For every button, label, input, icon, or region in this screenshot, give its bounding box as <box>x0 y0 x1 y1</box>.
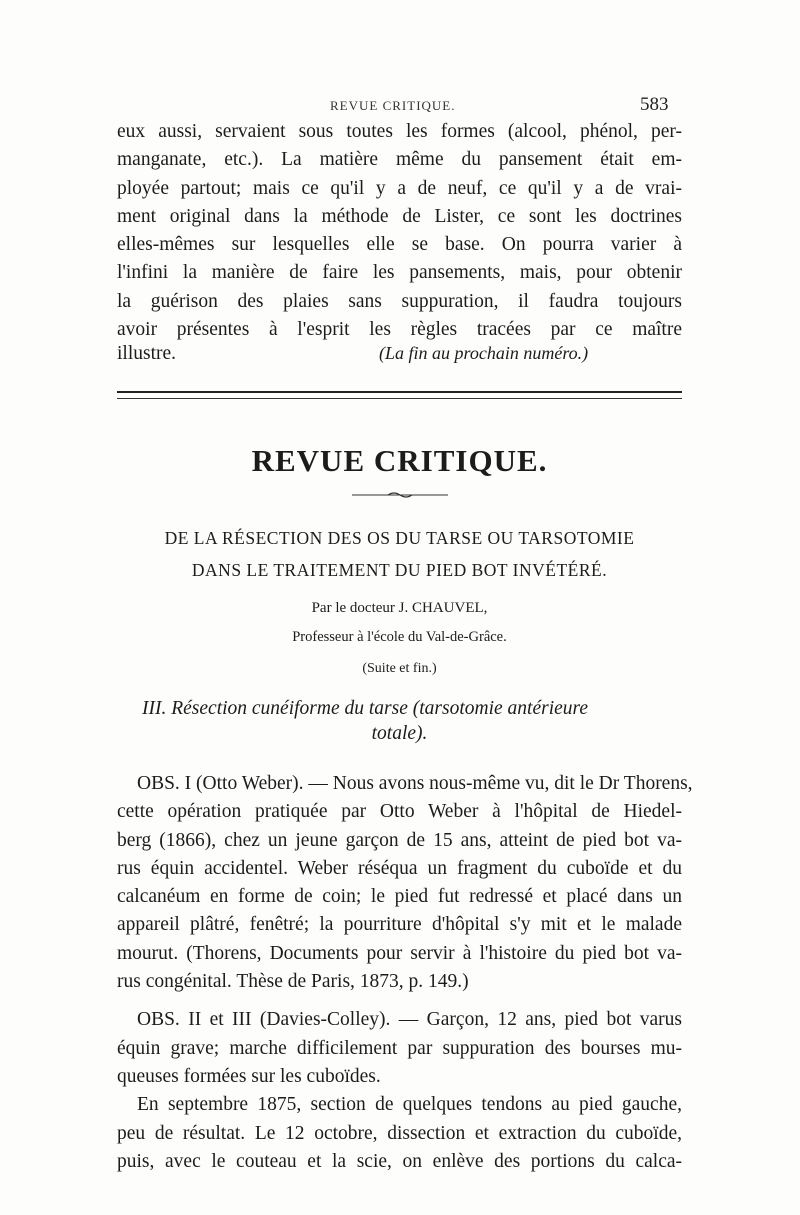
author-affiliation: Professeur à l'école du Val-de-Grâce. <box>292 629 507 645</box>
text-line: rus congénital. Thèse de Paris, 1873, p. 149.) <box>117 971 469 993</box>
page-number: 583 <box>640 94 669 115</box>
text-line: peu de résultat. Le 12 octobre, dissection et extraction du cuboïde, <box>117 1122 682 1144</box>
intro-paragraph <box>117 118 682 344</box>
section-title: REVUE CRITIQUE. <box>251 443 548 478</box>
article-title-line-2: DANS LE TRAITEMENT DU PIED BOT INVÉTÉRÉ. <box>191 560 608 580</box>
text-line: queuses formées sur les cuboïdes. <box>117 1065 381 1087</box>
observation-1 <box>117 770 693 996</box>
title-ornament <box>350 491 450 499</box>
continuation-note: (La fin au prochain numéro.) <box>379 343 589 363</box>
text-line: manganate, etc.). La matière même du pansement était em- <box>117 149 682 171</box>
text-line: appareil plâtré, fenêtré; la pourriture d'hôpital s'y mit et le malade <box>117 914 682 936</box>
text-line: avoir présentes à l'esprit les règles tracées par ce maître <box>117 319 682 341</box>
text-line: ment original dans la méthode de Lister, ce sont les doctrines <box>117 205 682 227</box>
text-line: ployée partout; mais ce qu'il y a de neuf, ce qu'il y a de vrai- <box>117 177 682 199</box>
text-line: En septembre 1875, section de quelques tendons au pied gauche, <box>137 1094 682 1116</box>
continuation-label: (Suite et fin.) <box>362 661 437 676</box>
text-line: puis, avec le couteau et la scie, on enlève des portions du calca- <box>117 1150 682 1172</box>
observations <box>117 770 693 1176</box>
text-line: OBS. II et III (Davies-Colley). — Garçon, 12 ans, pied bot varus <box>137 1009 682 1031</box>
observation-2 <box>117 1006 682 1176</box>
subsection-heading-line-2: totale). <box>371 723 428 744</box>
text-line: mourut. (Thorens, Documents pour servir à l'histoire du pied bot va- <box>117 942 682 964</box>
text-line: calcanéum en forme de coin; le pied fut redressé et placé dans un <box>117 886 682 908</box>
text-line: la guérison des plaies sans suppuration, il faudra toujours <box>117 290 682 312</box>
text-line: l'infini la manière de faire les pansements, mais, pour obtenir <box>117 262 682 284</box>
final-word: illustre. <box>117 343 177 364</box>
text-line: OBS. I (Otto Weber). — Nous avons nous-même vu, dit le Dr Thorens, <box>137 773 693 794</box>
article-title-line-1: DE LA RÉSECTION DES OS DU TARSE OU TARSOTOMIE <box>164 528 635 548</box>
section-divider <box>117 391 682 399</box>
text-line: eux aussi, servaient sous toutes les formes (alcool, phénol, per- <box>117 121 682 142</box>
text-line: berg (1866), chez un jeune garçon de 15 ans, atteint de pied bot va- <box>117 829 682 851</box>
text-line: rus équin accidentel. Weber réséqua un fragment du cuboïde et du <box>117 857 682 879</box>
subsection-heading-line-1: III. Résection cunéiforme du tarse (tarsotomie antérieure <box>142 698 589 719</box>
running-head: REVUE CRITIQUE. <box>330 98 456 113</box>
subsection-heading <box>117 698 682 745</box>
author-byline: Par le docteur J. CHAUVEL, <box>311 600 488 616</box>
text-line: cette opération pratiquée par Otto Weber à l'hôpital de Hiedel- <box>117 801 682 823</box>
text-line: elles-mêmes sur lesquelles elle se base. On pourra varier à <box>117 234 682 256</box>
text-line: équin grave; marche difficilement par suppuration des bourses mu- <box>117 1037 682 1059</box>
